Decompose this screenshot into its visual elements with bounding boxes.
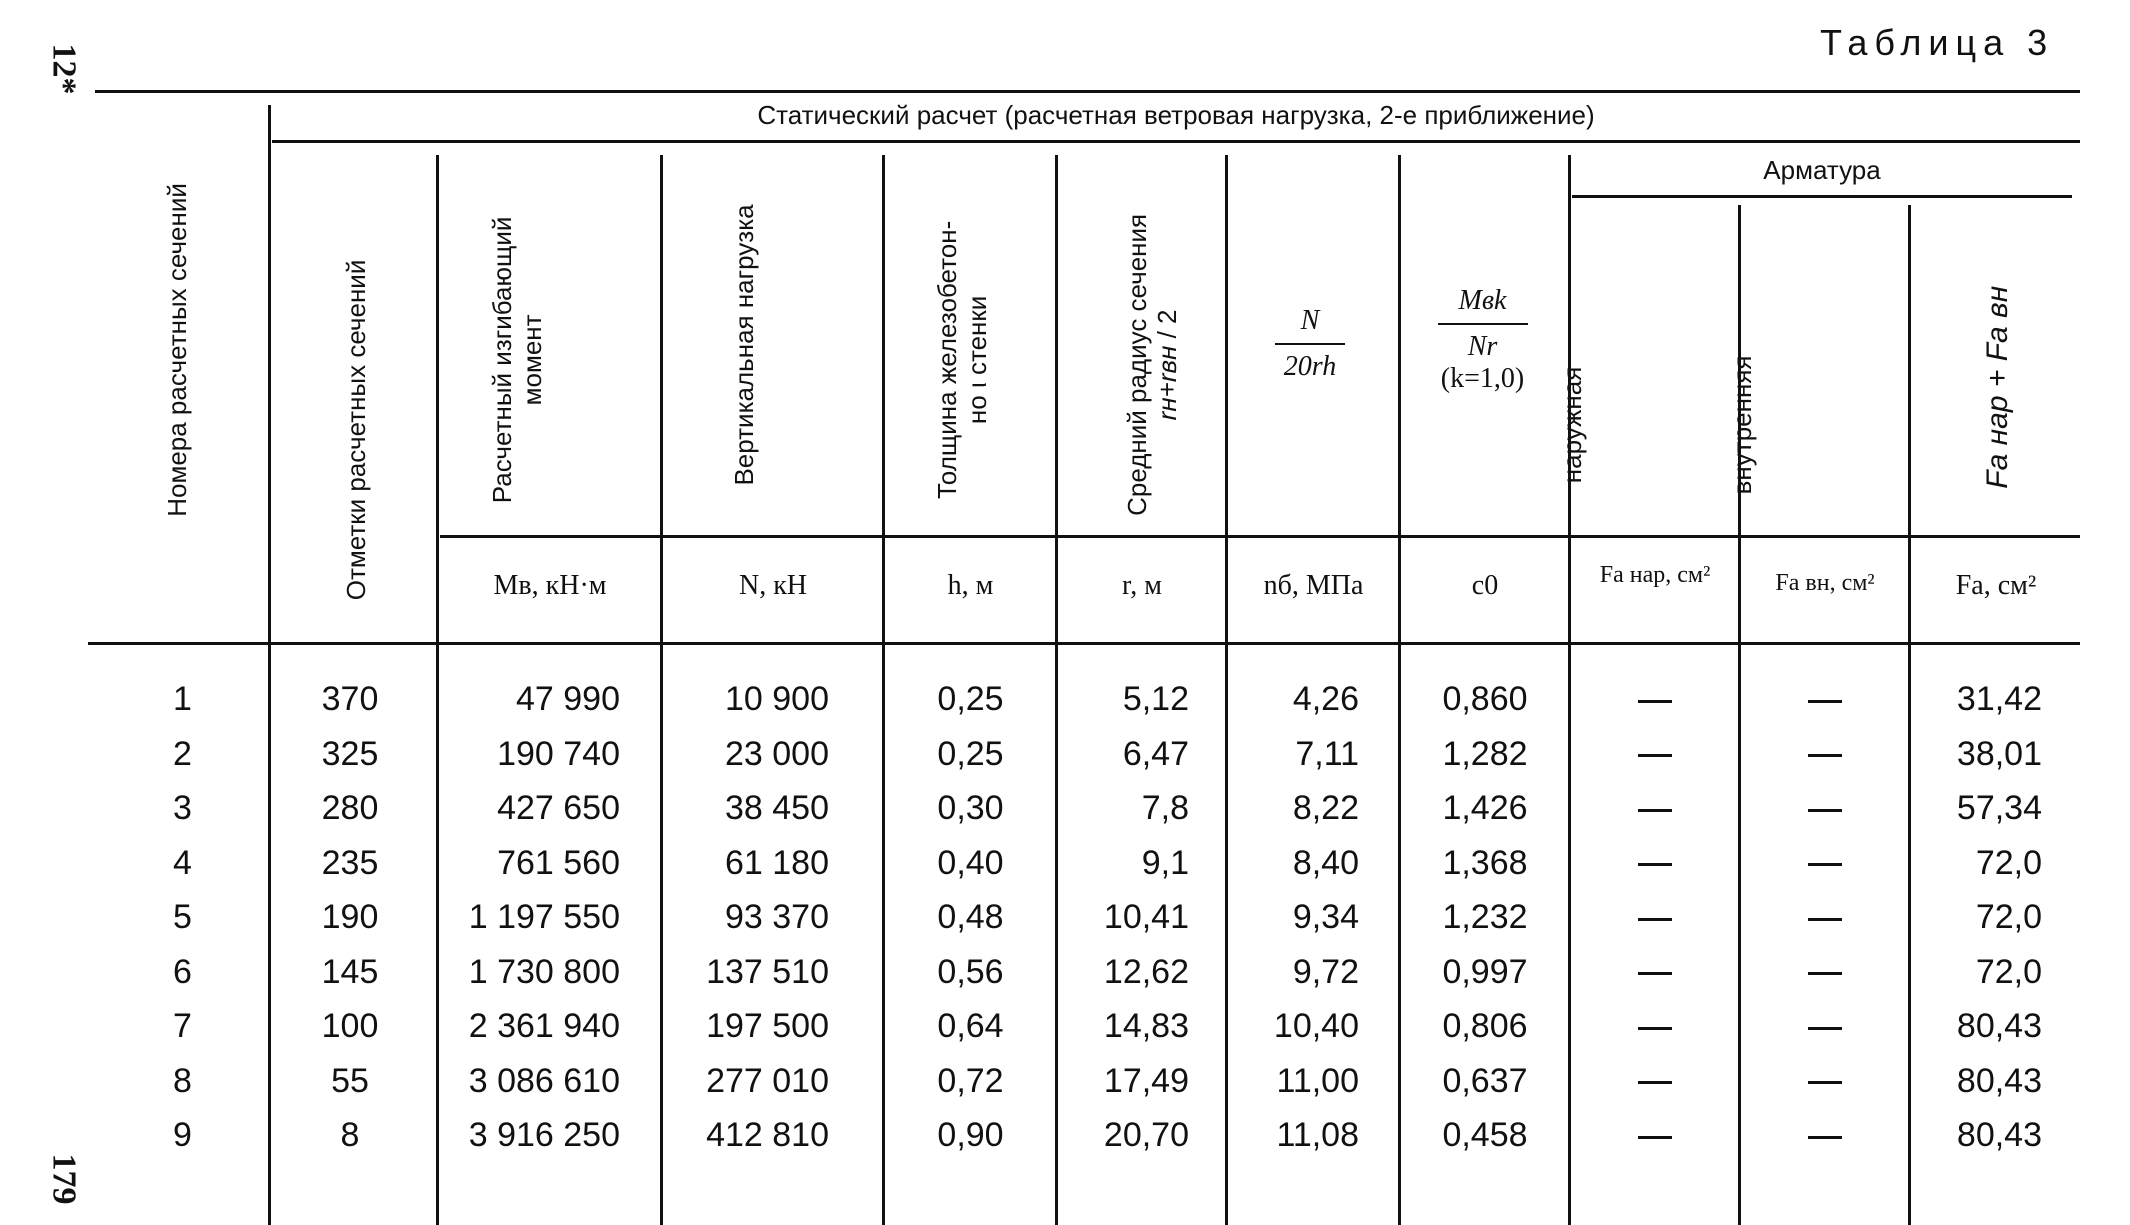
cell-mark: 280 xyxy=(321,789,379,827)
col-inner-header: внутренняя xyxy=(1727,355,1758,495)
cell-inner xyxy=(1742,680,1908,719)
cell-n: 4 xyxy=(173,843,192,882)
col-moment-header: Расчетный изгибающий момент xyxy=(487,216,547,504)
cell-mark: 8 xyxy=(340,1116,360,1154)
dash-mark xyxy=(1808,972,1842,975)
cell-moment: 190 740 xyxy=(497,734,620,773)
dash-mark xyxy=(1808,918,1842,921)
cell-load: 137 510 xyxy=(706,952,829,991)
cell-mark: 325 xyxy=(321,734,379,773)
cell-outer xyxy=(1572,789,1738,828)
cell-moment: 3 086 610 xyxy=(468,1061,620,1100)
cell-moment: 2 361 940 xyxy=(468,1007,620,1045)
cell-inner xyxy=(1742,898,1908,937)
dash-mark xyxy=(1808,700,1842,703)
cell-stress: 9,34 xyxy=(1292,898,1359,936)
cell-n: 5 xyxy=(173,898,192,936)
cell-c0: 1,368 xyxy=(1442,843,1528,882)
cell-stress: 9,72 xyxy=(1292,952,1359,991)
dash-mark xyxy=(1808,1081,1842,1084)
dash-mark xyxy=(1638,918,1672,921)
table-label: Таблица 3 xyxy=(1820,22,2055,63)
cell-moment: 761 560 xyxy=(497,843,620,882)
unit-inner: Fa вн, см² xyxy=(1775,570,1875,596)
cell-n: 3 xyxy=(173,789,192,827)
col-divider xyxy=(1225,155,1228,1225)
col-radius-header: Средний радиус сечения rн+rвн / 2 xyxy=(1122,213,1182,516)
cell-n: 9 xyxy=(173,1116,192,1154)
cell-inner xyxy=(1742,1116,1908,1155)
cell-load: 277 010 xyxy=(706,1061,829,1100)
cell-total: 80,43 xyxy=(1956,1116,2042,1154)
dash-mark xyxy=(1638,863,1672,866)
cell-c0: 1,232 xyxy=(1442,898,1528,936)
cell-outer xyxy=(1572,953,1738,992)
cell-r: 10,41 xyxy=(1103,898,1189,936)
cell-stress: 8,22 xyxy=(1292,789,1359,827)
cell-h: 0,48 xyxy=(937,898,1004,936)
dash-mark xyxy=(1638,700,1672,703)
cell-outer xyxy=(1572,735,1738,774)
col-load-header: Вертикальная нагрузка xyxy=(729,204,760,486)
cell-c0: 0,860 xyxy=(1442,680,1528,718)
dash-mark xyxy=(1808,809,1842,812)
cell-outer xyxy=(1572,680,1738,719)
cell-inner xyxy=(1742,953,1908,992)
cell-load: 10 900 xyxy=(725,680,829,718)
cell-r: 9,1 xyxy=(1141,843,1189,882)
cell-inner xyxy=(1742,735,1908,774)
unit-c0: c0 xyxy=(1471,570,1499,601)
cell-n: 1 xyxy=(173,680,192,718)
cell-r: 6,47 xyxy=(1122,734,1189,773)
cell-total: 31,42 xyxy=(1956,680,2042,718)
cell-outer xyxy=(1572,844,1738,883)
cell-outer xyxy=(1572,1062,1738,1101)
cell-r: 12,62 xyxy=(1103,952,1189,991)
col-marks-header: Отметки расчетных сечений xyxy=(341,259,372,601)
unit-load: N, кН xyxy=(738,570,808,601)
cell-mark: 55 xyxy=(331,1061,369,1100)
cell-moment: 1 197 550 xyxy=(468,898,620,936)
dash-mark xyxy=(1808,1136,1842,1139)
group-rule xyxy=(272,140,2080,143)
dash-mark xyxy=(1638,809,1672,812)
cell-mark: 145 xyxy=(321,952,379,991)
col-divider xyxy=(1568,155,1571,1225)
cell-mark: 370 xyxy=(321,680,379,718)
cell-n: 8 xyxy=(173,1061,192,1100)
cell-load: 197 500 xyxy=(706,1007,829,1045)
dash-mark xyxy=(1638,1027,1672,1030)
top-rule xyxy=(95,90,2080,93)
cell-c0: 0,997 xyxy=(1442,952,1528,991)
cell-mark: 100 xyxy=(321,1007,379,1045)
row-number-title: Номера расчетных сечений xyxy=(162,183,193,517)
cell-h: 0,64 xyxy=(937,1007,1004,1045)
cell-c0: 0,637 xyxy=(1442,1061,1528,1100)
dash-mark xyxy=(1638,754,1672,757)
cell-stress: 4,26 xyxy=(1292,680,1359,718)
unit-total: Fa, см² xyxy=(1955,570,2037,601)
cell-inner xyxy=(1742,844,1908,883)
cell-h: 0,25 xyxy=(937,734,1004,773)
cell-r: 20,70 xyxy=(1103,1116,1189,1154)
cell-stress: 7,11 xyxy=(1295,734,1359,773)
cell-r: 5,12 xyxy=(1122,680,1189,718)
col-divider xyxy=(1055,155,1058,1225)
cell-moment: 47 990 xyxy=(516,680,620,718)
cell-stress: 8,40 xyxy=(1292,843,1359,882)
cell-total: 38,01 xyxy=(1956,734,2042,773)
cell-stress: 11,00 xyxy=(1276,1061,1359,1100)
cell-n: 2 xyxy=(173,734,192,773)
cell-total: 80,43 xyxy=(1956,1007,2042,1045)
dash-mark xyxy=(1638,1081,1672,1084)
col-divider xyxy=(268,105,271,1225)
side-page-mark-top: 12* xyxy=(45,43,83,95)
unit-thickness: h, м xyxy=(947,570,994,601)
cell-h: 0,30 xyxy=(937,789,1004,827)
dash-mark xyxy=(1808,754,1842,757)
cell-c0: 1,282 xyxy=(1442,734,1528,773)
cell-mark: 190 xyxy=(321,898,379,936)
cell-inner xyxy=(1742,1062,1908,1101)
unit-stress: nб, МПа xyxy=(1263,570,1364,601)
cell-mark: 235 xyxy=(321,843,379,882)
dash-mark xyxy=(1808,1027,1842,1030)
cell-c0: 0,458 xyxy=(1442,1116,1528,1154)
cell-total: 72,0 xyxy=(1975,843,2042,882)
cell-outer xyxy=(1572,1007,1738,1046)
armature-rule xyxy=(1572,195,2072,198)
cell-n: 6 xyxy=(173,952,192,991)
units-rule xyxy=(440,535,2080,538)
cell-n: 7 xyxy=(173,1007,192,1045)
col-divider xyxy=(882,155,885,1225)
cell-moment: 1 730 800 xyxy=(468,952,620,991)
cell-moment: 427 650 xyxy=(497,789,620,827)
cell-r: 7,8 xyxy=(1141,789,1189,827)
cell-h: 0,56 xyxy=(937,952,1004,991)
col-thickness-header: Толщина железобетон- но ι стенки xyxy=(932,220,992,500)
header-bottom-rule xyxy=(88,642,2080,645)
col-divider xyxy=(660,155,663,1225)
cell-c0: 0,806 xyxy=(1442,1007,1528,1045)
cell-load: 61 180 xyxy=(725,843,829,882)
armature-title: Арматура xyxy=(1763,155,1881,185)
col-divider xyxy=(436,155,439,1225)
col-outer-header: наружная xyxy=(1557,366,1588,484)
cell-inner xyxy=(1742,789,1908,828)
cell-stress: 10,40 xyxy=(1273,1007,1359,1045)
cell-load: 23 000 xyxy=(725,734,829,773)
cell-h: 0,72 xyxy=(937,1061,1004,1100)
cell-c0: 1,426 xyxy=(1442,789,1528,827)
cell-h: 0,25 xyxy=(937,680,1004,718)
col-c0-header: Mвk Nr (k=1,0) xyxy=(1410,285,1555,395)
unit-radius: r, м xyxy=(1122,570,1162,601)
cell-load: 412 810 xyxy=(706,1116,829,1154)
unit-moment: Mв, кН·м xyxy=(493,570,607,601)
group-title: Статический расчет (расчетная ветровая нагрузка, 2-е приближение) xyxy=(757,100,1595,130)
dash-mark xyxy=(1638,1136,1672,1139)
cell-load: 93 370 xyxy=(725,898,829,936)
cell-h: 0,40 xyxy=(937,843,1004,882)
cell-r: 17,49 xyxy=(1103,1061,1189,1100)
cell-total: 57,34 xyxy=(1956,789,2042,827)
cell-moment: 3 916 250 xyxy=(468,1116,620,1154)
cell-total: 80,43 xyxy=(1956,1061,2042,1100)
dash-mark xyxy=(1638,972,1672,975)
cell-stress: 11,08 xyxy=(1276,1116,1359,1154)
dash-mark xyxy=(1808,863,1842,866)
cell-r: 14,83 xyxy=(1103,1007,1189,1045)
col-total-header: Fa нар + Fa вн xyxy=(1980,285,2014,489)
cell-outer xyxy=(1572,1116,1738,1155)
col-divider xyxy=(1398,155,1401,1225)
col-stress-header: N 20rh xyxy=(1245,305,1375,383)
cell-inner xyxy=(1742,1007,1908,1046)
unit-outer: Fa нар, см² xyxy=(1599,562,1711,588)
cell-h: 0,90 xyxy=(937,1116,1004,1154)
side-page-number: 179 xyxy=(45,1153,83,1205)
cell-total: 72,0 xyxy=(1975,898,2042,936)
cell-outer xyxy=(1572,898,1738,937)
cell-load: 38 450 xyxy=(725,789,829,827)
cell-total: 72,0 xyxy=(1975,952,2042,991)
col-divider xyxy=(1908,205,1911,1225)
